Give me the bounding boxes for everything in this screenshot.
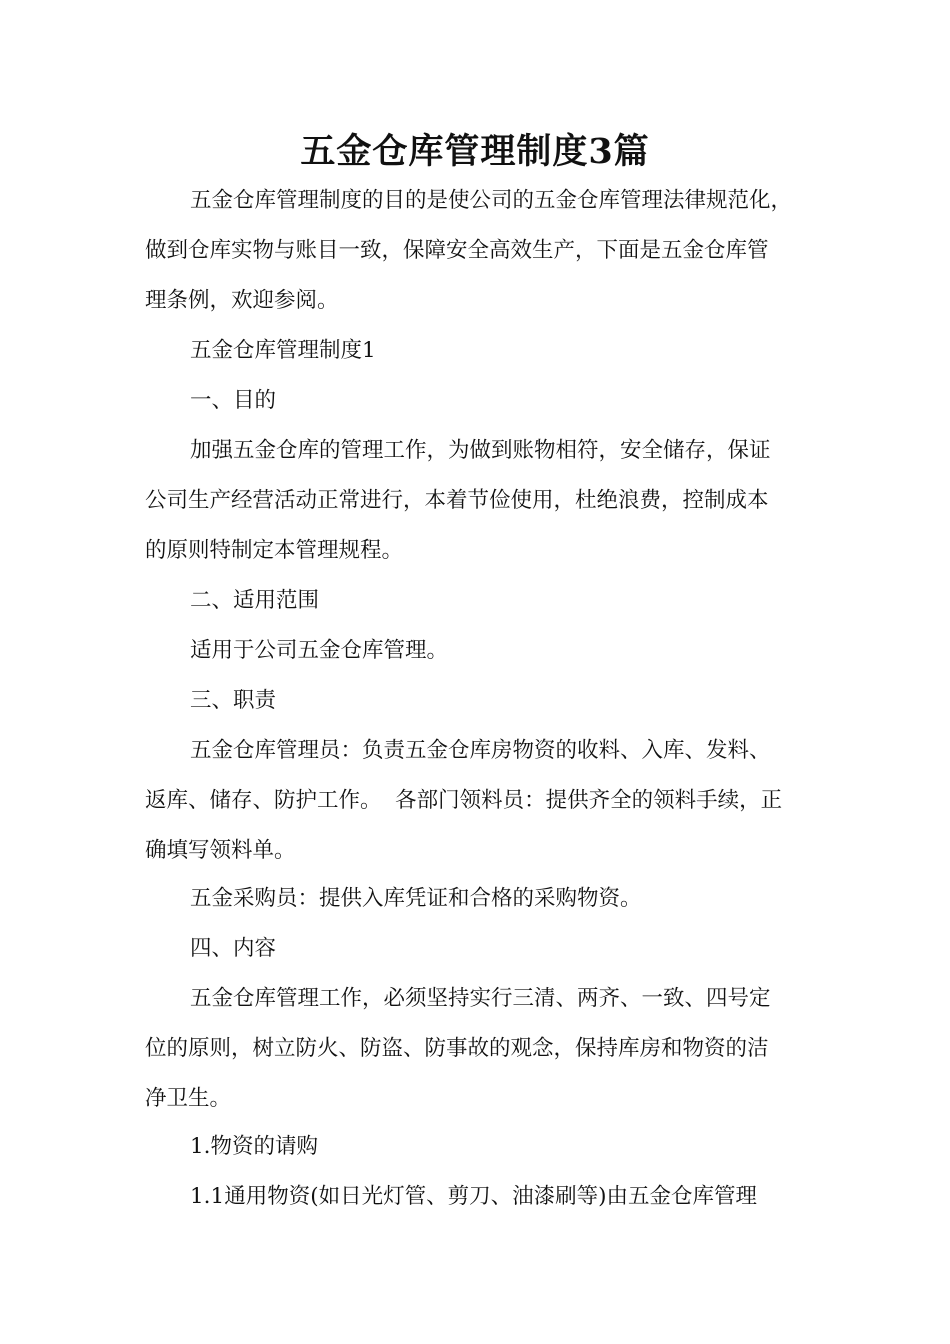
- section-heading: [145, 576, 815, 626]
- paragraph-line: 位的原则，树立防火、防盗、防事故的观念，保持库房和物资的洁: [145, 1036, 769, 1061]
- paragraph-line: 的原则特制定本管理规程。: [145, 538, 404, 563]
- section-heading: [145, 326, 815, 376]
- paragraph-line: 五金仓库管理员：负责五金仓库房物资的收料、入库、发料、: [190, 738, 771, 763]
- section-heading: [145, 1122, 815, 1172]
- paragraph-line: 加强五金仓库的管理工作，为做到账物相符，安全储存，保证: [190, 438, 771, 463]
- paragraph-line: 理条例，欢迎参阅。: [145, 288, 339, 313]
- section-heading: [145, 924, 815, 974]
- paragraph-line: 1.物资的请购: [190, 1134, 319, 1159]
- section-heading: [145, 376, 815, 426]
- paragraph-line: 返库、储存、防护工作。 各部门领料员：提供齐全的领料手续，正: [145, 788, 783, 813]
- body-paragraph: [145, 974, 815, 1124]
- paragraph-line: 四、内容: [190, 936, 277, 961]
- paragraph-line: 净卫生。: [145, 1086, 232, 1111]
- body-paragraph: [145, 726, 815, 876]
- intro-paragraph: [145, 176, 815, 326]
- paragraph-line: 做到仓库实物与账目一致，保障安全高效生产，下面是五金仓库管: [145, 238, 769, 263]
- paragraph-line: 五金仓库管理制度的目的是使公司的五金仓库管理法律规范化，: [190, 188, 793, 213]
- paragraph-line: 确填写领料单。: [145, 838, 296, 863]
- paragraph-line: 一、目的: [190, 388, 277, 413]
- paragraph-line: 五金采购员：提供入库凭证和合格的采购物资。: [190, 886, 642, 911]
- paragraph-line: 五金仓库管理制度1: [190, 338, 376, 363]
- document-title: 五金仓库管理制度3篇: [300, 131, 650, 172]
- body-paragraph: [145, 874, 815, 924]
- paragraph-line: 适用于公司五金仓库管理。: [190, 638, 449, 663]
- paragraph-line: 公司生产经营活动正常进行，本着节俭使用，杜绝浪费，控制成本: [145, 488, 769, 513]
- body-paragraph: [145, 1172, 815, 1222]
- section-heading: [145, 676, 815, 726]
- paragraph-line: 二、适用范围: [190, 588, 320, 613]
- paragraph-line: 1.1通用物资(如日光灯管、剪刀、油漆刷等)由五金仓库管理: [190, 1184, 757, 1209]
- body-paragraph: [145, 626, 815, 676]
- body-paragraph: [145, 426, 815, 576]
- paragraph-line: 三、职责: [190, 688, 277, 713]
- paragraph-line: 五金仓库管理工作，必须坚持实行三清、两齐、一致、四号定: [190, 986, 771, 1011]
